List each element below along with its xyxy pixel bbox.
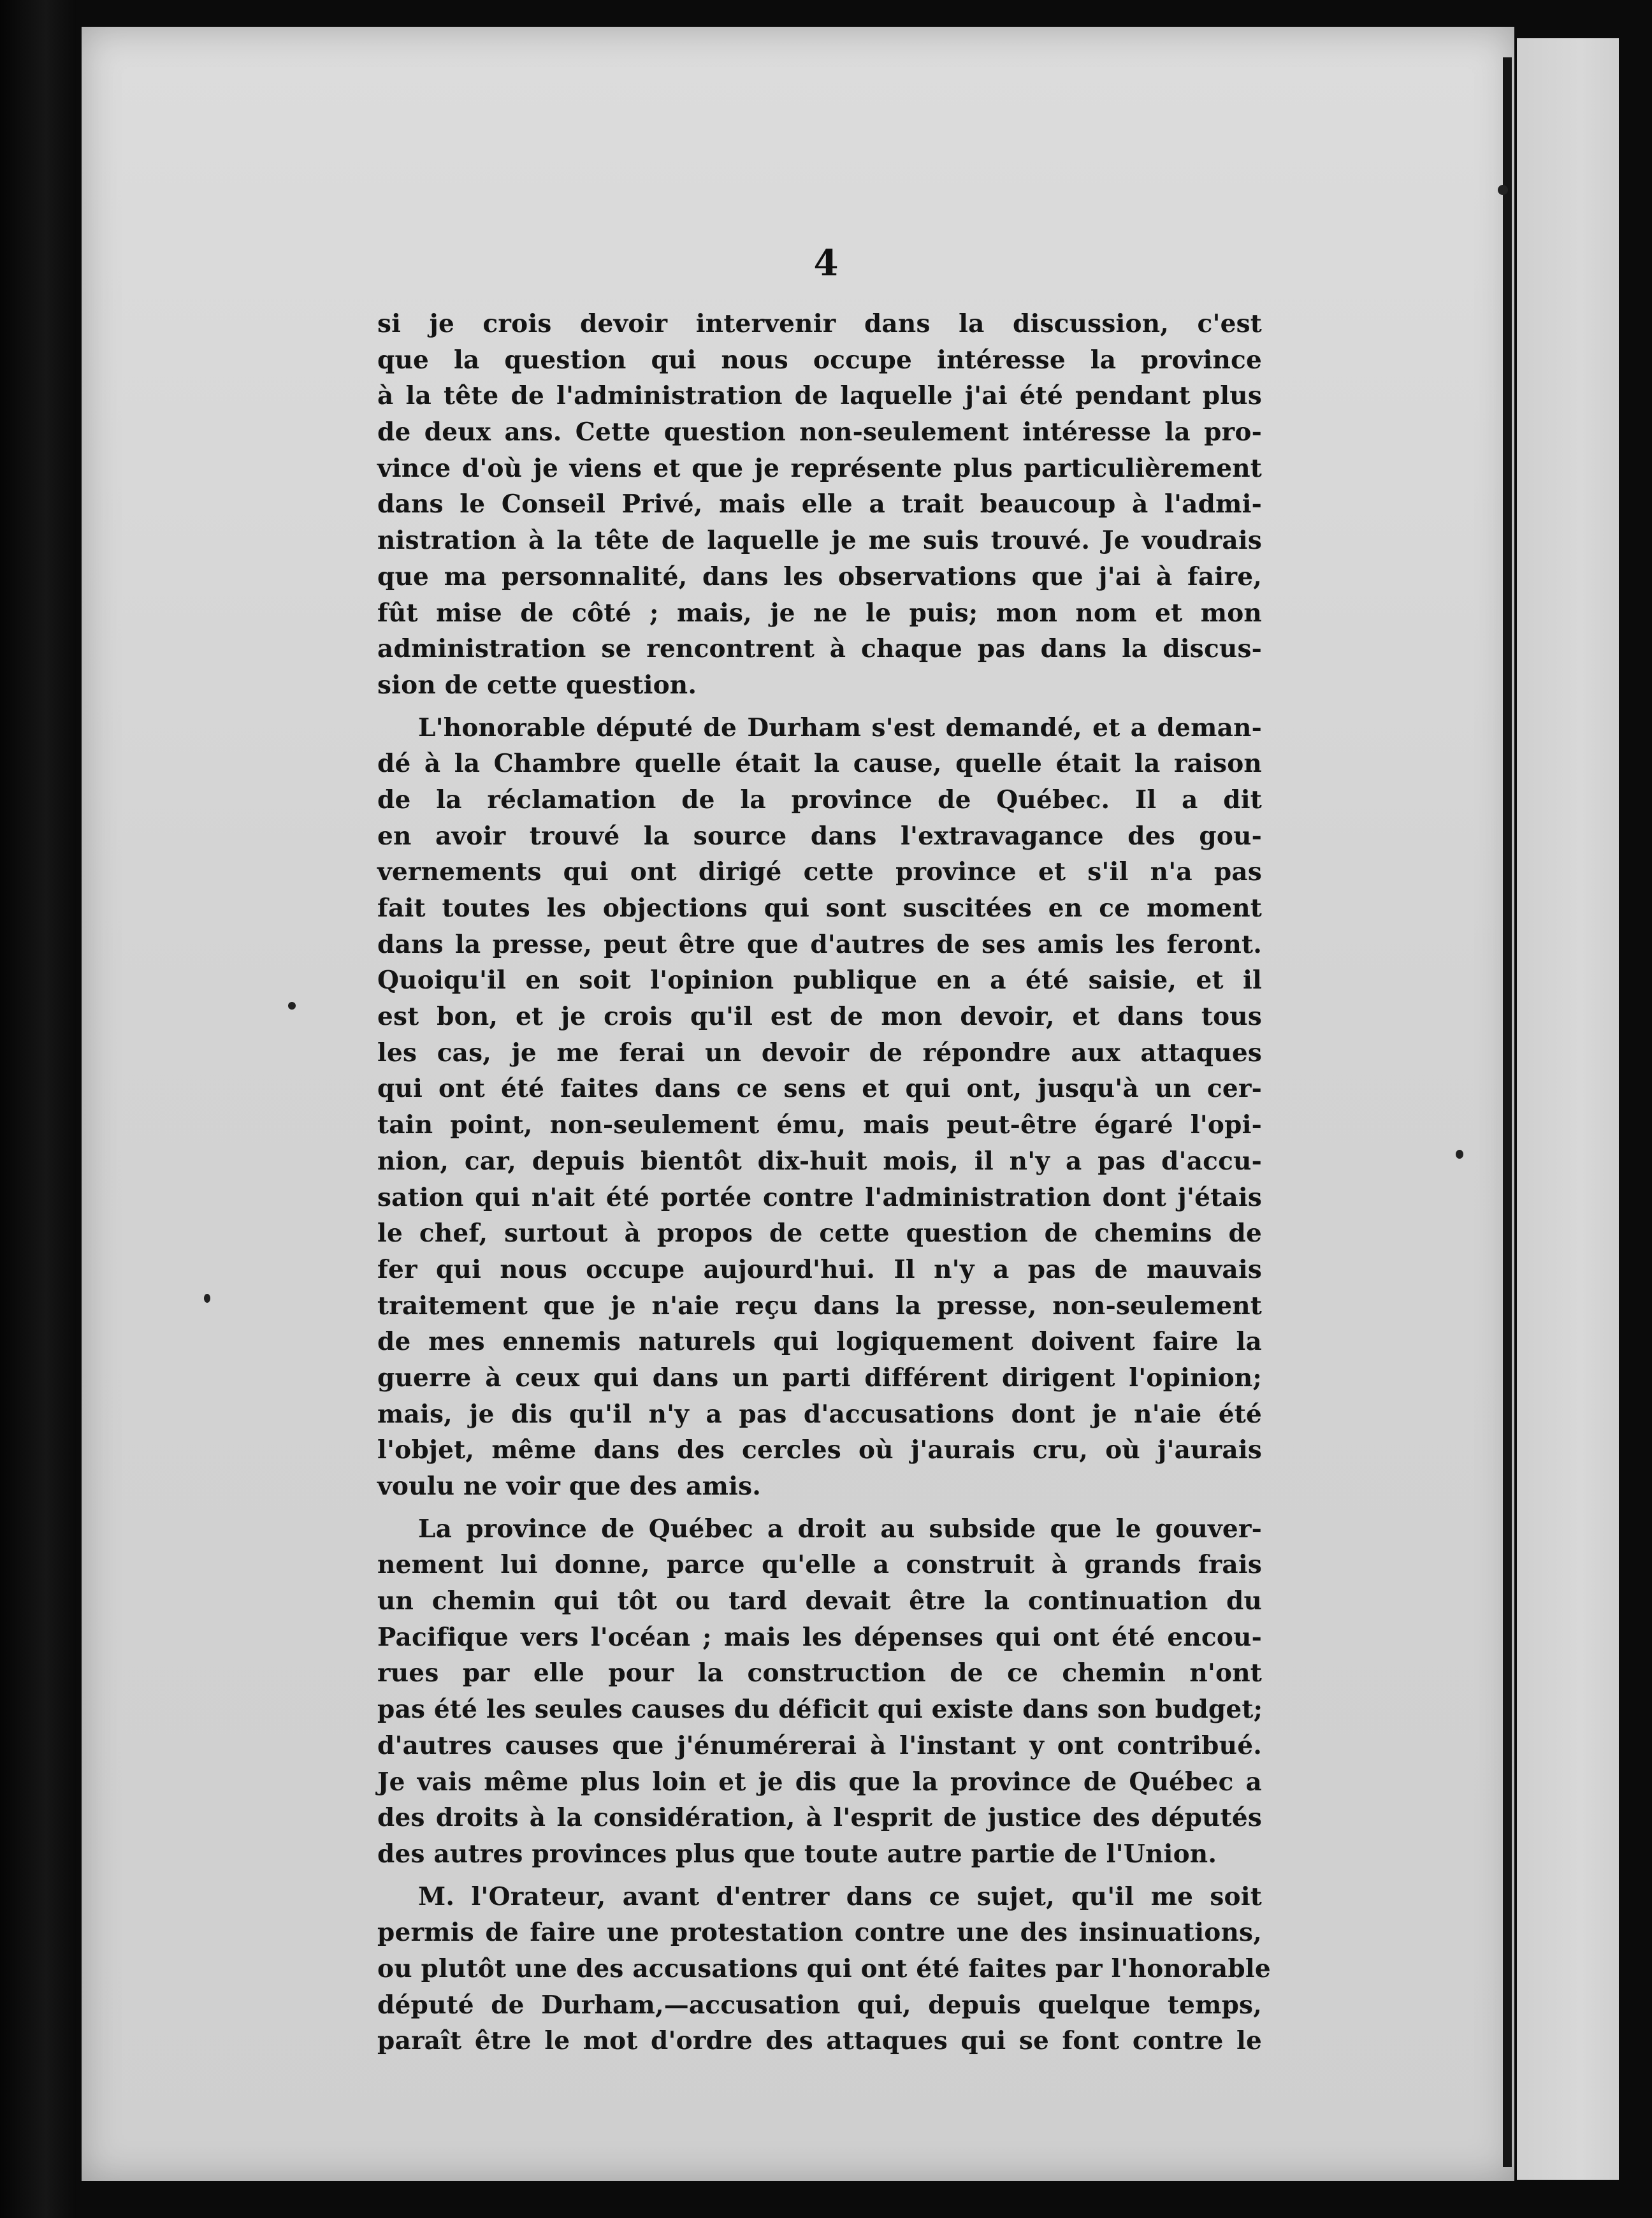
page-number: 4 bbox=[813, 242, 839, 284]
text-line: à la tête de l'administration de laquelle j'ai été pendant plus bbox=[377, 381, 1262, 411]
text-line: Quoiqu'il en soit l'opinion publique en a été saisie, et il bbox=[377, 966, 1262, 996]
text-line: Pacifique vers l'océan ; mais les dépenses qui ont été encou- bbox=[377, 1622, 1262, 1652]
ink-speck bbox=[288, 1002, 296, 1010]
paragraph bbox=[377, 710, 1262, 1505]
text-line: de la réclamation de la province de Québec. Il a dit bbox=[377, 785, 1262, 815]
scan-right-border bbox=[1619, 0, 1652, 2218]
text-line: d'autres causes que j'énumérerai à l'instant y ont contribué. bbox=[377, 1730, 1262, 1760]
text-line: guerre à ceux qui dans un parti différent dirigent l'opinion; bbox=[377, 1363, 1262, 1393]
text-line: les cas, je me ferai un devoir de répondre aux attaques bbox=[377, 1038, 1262, 1068]
text-line: ou plutôt une des accusations qui ont été faites par l'honorable bbox=[377, 1953, 1271, 1983]
text-line: nement lui donne, parce qu'elle a construit à grands frais bbox=[377, 1550, 1262, 1580]
text-line: administration se rencontrent à chaque pas dans la discus- bbox=[377, 634, 1262, 664]
text-line: de mes ennemis naturels qui logiquement doivent faire la bbox=[377, 1327, 1262, 1357]
text-line: de deux ans. Cette question non-seulement intéresse la pro- bbox=[377, 417, 1262, 447]
text-line: paraît être le mot d'ordre des attaques qui se font contre le bbox=[377, 2026, 1262, 2056]
text-line: fût mise de côté ; mais, je ne le puis; mon nom et mon bbox=[377, 598, 1262, 628]
text-line: sation qui n'ait été portée contre l'administration dont j'étais bbox=[377, 1182, 1262, 1212]
text-line: sion de cette question. bbox=[377, 670, 697, 700]
ink-speck bbox=[1498, 185, 1508, 195]
page-gutter-line bbox=[1503, 57, 1512, 2167]
text-line: Je vais même plus loin et je dis que la province de Québec a bbox=[377, 1767, 1262, 1797]
text-line: des droits à la considération, à l'esprit de justice des députés bbox=[377, 1803, 1262, 1833]
text-line: si je crois devoir intervenir dans la discussion, c'est bbox=[377, 309, 1262, 338]
text-line: M. l'Orateur, avant d'entrer dans ce sujet, qu'il me soit bbox=[418, 1881, 1262, 1911]
ink-speck bbox=[204, 1294, 210, 1303]
text-line: que ma personnalité, dans les observations que j'ai à faire, bbox=[377, 562, 1262, 591]
text-line: La province de Québec a droit au subside que le gouver- bbox=[418, 1514, 1262, 1544]
text-line: rues par elle pour la construction de ce chemin n'ont bbox=[377, 1658, 1262, 1688]
text-line: dans la presse, peut être que d'autres de ses amis les feront. bbox=[377, 929, 1262, 959]
text-line: vince d'où je viens et que je représente plus particulièrement bbox=[377, 453, 1262, 483]
text-line: fer qui nous occupe aujourd'hui. Il n'y a pas de mauvais bbox=[377, 1254, 1262, 1284]
paragraph bbox=[377, 1879, 1271, 2059]
text-line: tain point, non-seulement ému, mais peut-être égaré l'opi- bbox=[377, 1110, 1262, 1140]
ink-speck bbox=[1456, 1150, 1463, 1159]
text-line: dans le Conseil Privé, mais elle a trait beaucoup à l'admi- bbox=[377, 489, 1262, 519]
text-line: L'honorable député de Durham s'est demandé, et a deman- bbox=[418, 713, 1262, 743]
text-line: mais, je dis qu'il n'y a pas d'accusations dont je n'aie été bbox=[377, 1399, 1262, 1429]
text-line: un chemin qui tôt ou tard devait être la continuation du bbox=[377, 1586, 1262, 1616]
paragraph bbox=[377, 306, 1262, 704]
text-line: vernements qui ont dirigé cette province et s'il n'a pas bbox=[377, 857, 1262, 887]
binding-shadow bbox=[0, 0, 76, 2218]
text-line: voulu ne voir que des amis. bbox=[377, 1472, 762, 1501]
text-line: le chef, surtout à propos de cette question de chemins de bbox=[377, 1219, 1262, 1249]
text-line: des autres provinces plus que toute autre partie de l'Union. bbox=[377, 1839, 1217, 1869]
text-line: pas été les seules causes du déficit qui existe dans son budget; bbox=[377, 1695, 1263, 1725]
body-text bbox=[377, 306, 1271, 2059]
text-line: nion, car, depuis bientôt dix-huit mois, il n'y a pas d'accu- bbox=[377, 1146, 1262, 1176]
text-line: en avoir trouvé la source dans l'extravagance des gou- bbox=[377, 821, 1262, 851]
text-line: traitement que je n'aie reçu dans la presse, non-seulement bbox=[377, 1291, 1262, 1321]
text-line: est bon, et je crois qu'il est de mon devoir, et dans tous bbox=[377, 1002, 1262, 1032]
text-line: l'objet, même dans des cercles où j'aurais cru, où j'aurais bbox=[377, 1435, 1262, 1465]
text-line: nistration à la tête de laquelle je me suis trouvé. Je voudrais bbox=[377, 526, 1262, 556]
text-line: permis de faire une protestation contre une des insinuations, bbox=[377, 1918, 1262, 1948]
text-line: député de Durham,—accusation qui, depuis quelque temps, bbox=[377, 1990, 1262, 2020]
text-line: qui ont été faites dans ce sens et qui ont, jusqu'à un cer- bbox=[377, 1074, 1262, 1104]
text-line: fait toutes les objections qui sont suscitées en ce moment bbox=[377, 894, 1262, 923]
text-line: dé à la Chambre quelle était la cause, quelle était la raison bbox=[377, 749, 1262, 779]
text-line: que la question qui nous occupe intéresse la province bbox=[377, 345, 1262, 375]
paragraph bbox=[377, 1511, 1262, 1873]
